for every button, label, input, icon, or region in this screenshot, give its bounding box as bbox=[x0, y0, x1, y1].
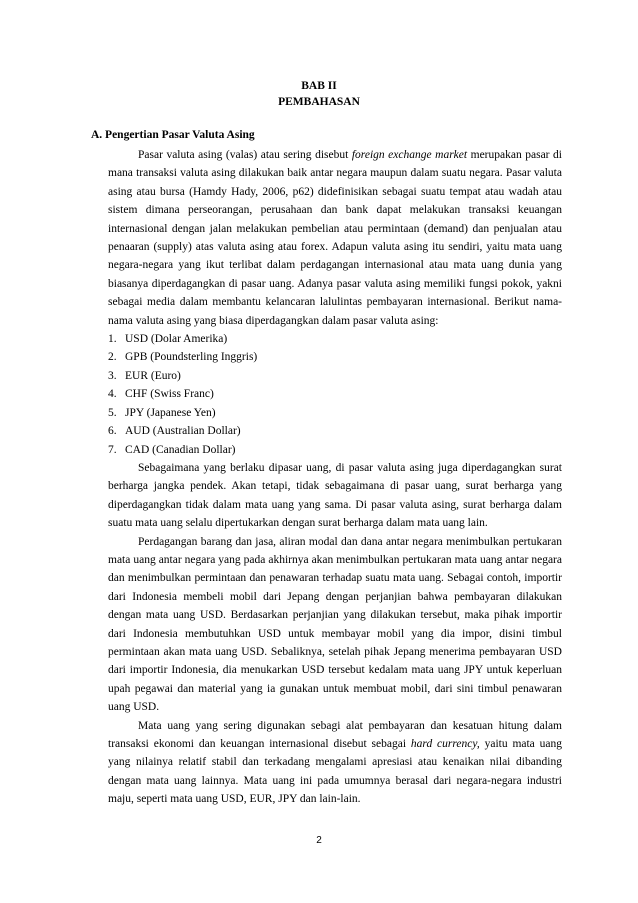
list-number: 1. bbox=[108, 333, 117, 346]
list-text: JPY (Japanese Yen) bbox=[125, 406, 216, 419]
paragraph-text: Pasar valuta asing (valas) atau sering disebut bbox=[138, 149, 352, 161]
paragraph-text: yaitu mata uang yang nilainya relatif stabil dan terkadang mengalami apresiasi atau kenaikan nilai dibanding dengan mata uang lainnya. Mata uang ini pada umumnya berasal dari negara-negara industri maju, seperti mata uang USD, EUR, JPY dan lain-lain. bbox=[108, 738, 562, 806]
italic-term: foreign exchange market bbox=[351, 149, 468, 161]
currency-list bbox=[108, 330, 562, 459]
list-item bbox=[108, 330, 562, 348]
list-text: AUD (Australian Dollar) bbox=[125, 425, 241, 438]
paragraph-hard-currency bbox=[108, 717, 562, 809]
list-item bbox=[108, 385, 562, 403]
page-number: 2 bbox=[316, 835, 322, 846]
list-text: CHF (Swiss Franc) bbox=[125, 388, 214, 401]
body-text bbox=[108, 146, 562, 809]
chapter-title: PEMBAHASAN bbox=[278, 96, 360, 108]
list-number: 5. bbox=[108, 406, 117, 419]
chapter-number: BAB II bbox=[301, 80, 337, 92]
paragraph-text: Mata uang yang sering digunakan sebagi alat pembayaran dan kesatuan hitung dalam transaksi ekonomi dan keuangan internasional disebut sebagai bbox=[108, 719, 562, 750]
list-text: EUR (Euro) bbox=[125, 369, 181, 382]
paragraph-perdagangan: Perdagangan barang dan jasa, aliran modal dan dana antar negara menimbulkan pertukaran mata uang antar negara yang pada akhirnya akan menimbulkan pertukaran mata uang antar negara dan menimbulkan permintaan dan penawaran terhadap suatu mata uang. Sebagai contoh, importir dari Indonesia membeli mobil dari Jepang dengan perjanjian bahwa pembayaran dilakukan dengan mata uang USD. Berdasarkan perjanjian yang dilakukan tersebut, maka pihak importir dari Indonesia membutuhkan USD untuk membayar mobil yang dia impor, disini timbul permintaan akan mata uang USD. Sebaliknya, setelah pihak Jepang menerima pembayaran USD dari importir Indonesia, dia menukarkan USD tersebut kedalam mata uang JPY untuk keperluan upah pegawai dan material yang ia gunakan untuk membuat mobil, dari sini timbul penawaran uang USD. bbox=[108, 535, 562, 714]
list-number: 3. bbox=[108, 369, 117, 382]
list-text: USD (Dolar Amerika) bbox=[125, 333, 228, 346]
paragraph-intro bbox=[108, 146, 562, 330]
list-number: 6. bbox=[108, 425, 117, 438]
list-item bbox=[108, 441, 562, 459]
list-item bbox=[108, 367, 562, 385]
list-item bbox=[108, 422, 562, 440]
paragraph-surat-berharga: Sebagaimana yang berlaku dipasar uang, di pasar valuta asing juga diperdagangkan surat berharga jangka pendek. Akan tetapi, tidak sebagaimana di pasar uang, surat berharga yang diperdagangkan tidak dalam mata uang yang sama. Di pasar valuta asing, surat berharga dalam suatu mata uang selalu dipertukarkan dengan surat berharga dalam mata uang lain. bbox=[108, 461, 562, 530]
list-number: 2. bbox=[108, 351, 117, 364]
list-number: 7. bbox=[108, 443, 117, 456]
list-text: CAD (Canadian Dollar) bbox=[125, 443, 236, 456]
section-heading: A. Pengertian Pasar Valuta Asing bbox=[91, 129, 255, 141]
paragraph-text: merupakan pasar di mana transaksi valuta asing dilakukan baik antar negara maupun dalam suatu negara. Pasar valuta asing atau bursa (Hamdy Hady, 2006, p62) didefinisikan sebagai suatu tempat atau wadah atau sistem dimana perseorangan, perusahaan dan bank dapat melakukan transaksi keuangan internasional dengan jalan melakukan pembelian atau permintaan (demand) dan penjualan atau penaaran (supply) atas valuta asing atau forex. Adapun valuta asing itu sendiri, yaitu mata uang negara-negara yang ikut terlibat dalam perdagangan internasional atau mata uang dunia yang biasanya diperdagangkan di pasar uang. Adanya pasar valuta asing memiliki fungsi pokok, yakni sebagai media dalam membantu kelancaran lalulintas pembayaran internasional. Berikut nama-nama valuta asing yang biasa diperdagangkan dalam pasar valuta asing: bbox=[108, 149, 562, 327]
list-item bbox=[108, 348, 562, 366]
list-item bbox=[108, 404, 562, 422]
list-number: 4. bbox=[108, 388, 117, 401]
italic-term: hard currency, bbox=[410, 738, 480, 750]
list-text: GPB (Poundsterling Inggris) bbox=[125, 351, 258, 364]
